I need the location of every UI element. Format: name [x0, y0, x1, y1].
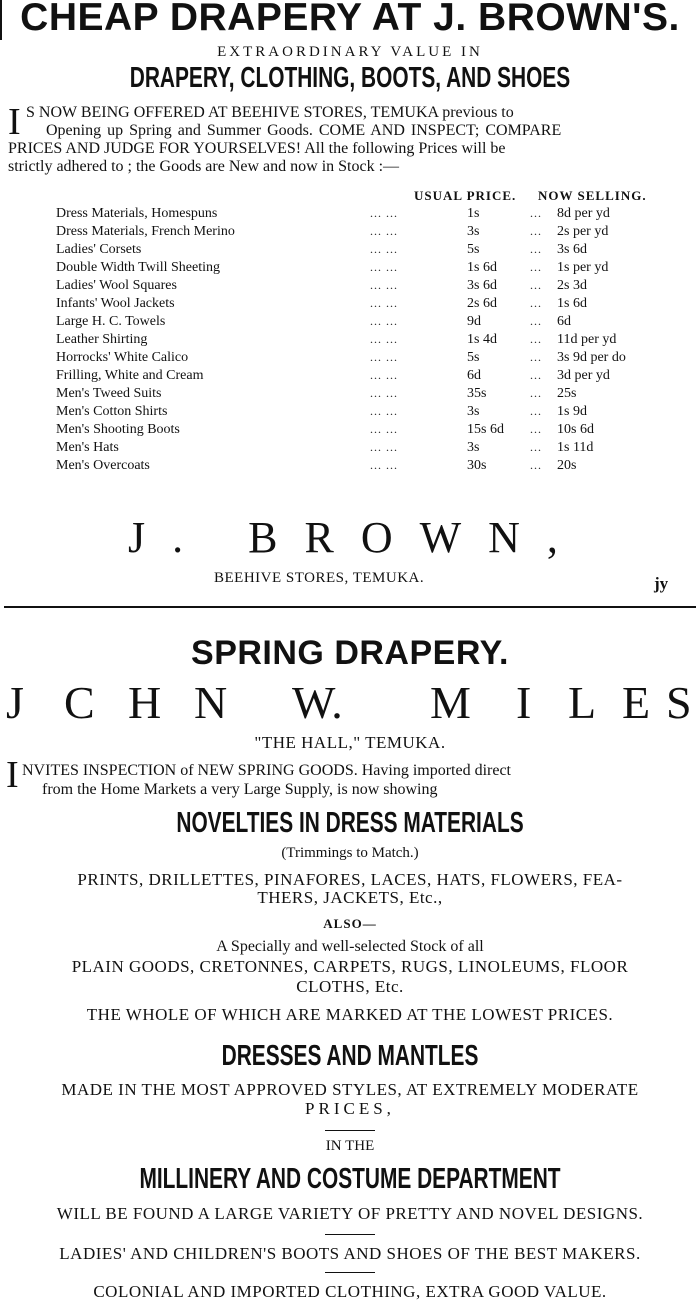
leader-dots: ...	[530, 368, 542, 382]
leader-dots: ...	[530, 224, 542, 238]
leader-dots: ...	[530, 206, 542, 220]
name-letter: L	[568, 677, 597, 728]
ad1-intro-line: Opening up Spring and Summer Goods. COME AND INSPECT; COMPARE	[46, 122, 562, 139]
ad1-intro-line: PRICES AND JUDGE FOR YOURSELVES! All the following Prices will be	[8, 140, 506, 157]
millinery-heading: MILLINERY AND COSTUME DEPARTMENT	[139, 1163, 561, 1195]
price-row	[0, 314, 700, 332]
leader-dots: ...	[530, 440, 542, 454]
dresses-heading: DRESSES AND MANTLES	[221, 1040, 479, 1072]
ad2-intro-dropcap: I	[6, 754, 19, 796]
price-item-name: Infants' Wool Jackets	[56, 296, 175, 311]
styles-line: MADE IN THE MOST APPROVED STYLES, AT EXTREMELY MODERATE	[61, 1080, 639, 1099]
name-letter: H	[128, 677, 162, 728]
price-item-name: Men's Hats	[56, 440, 119, 455]
now-selling-price: 20s	[557, 458, 577, 473]
leader-dots: ... ...	[370, 440, 398, 454]
usual-price: 35s	[467, 386, 487, 401]
short-rule	[325, 1234, 375, 1235]
ad1-intro-line: S NOW BEING OFFERED AT BEEHIVE STORES, TEMUKA previous to	[26, 104, 514, 121]
leader-dots: ...	[530, 278, 542, 292]
name-letter: W.	[292, 677, 343, 728]
now-selling-price: 1s 6d	[557, 296, 587, 311]
leader-dots: ...	[530, 332, 542, 346]
in-the-label: IN THE	[325, 1138, 375, 1154]
now-selling-price: 10s 6d	[557, 422, 594, 437]
now-selling-price: 1s per yd	[557, 260, 609, 275]
ad1-typesetter-mark: jy	[654, 574, 669, 593]
usual-price: 5s	[467, 350, 480, 365]
leader-dots: ...	[530, 260, 542, 274]
plain-goods-line: PLAIN GOODS, CRETONNES, CARPETS, RUGS, LINOLEUMS, FLOOR	[71, 957, 629, 976]
name-letter: N	[194, 677, 228, 728]
price-item-name: Horrocks' White Calico	[56, 350, 189, 365]
novelties-heading: NOVELTIES IN DRESS MATERIALS	[176, 807, 524, 839]
prints-line: THERS, JACKETS, Etc.,	[257, 888, 443, 907]
leader-dots: ... ...	[370, 422, 398, 436]
now-selling-price: 1s 11d	[557, 440, 594, 455]
usual-price: 9d	[467, 314, 481, 329]
leader-dots: ... ...	[370, 386, 398, 400]
price-row	[0, 386, 700, 404]
leader-dots: ...	[530, 386, 542, 400]
prints-line: PRINTS, DRILLETTES, PINAFORES, LACES, HATS, FLOWERS, FEA-	[77, 870, 623, 889]
price-item-name: Men's Shooting Boots	[56, 422, 180, 437]
ad1-intro-line: strictly adhered to ; the Goods are New and now in Stock :—	[8, 158, 400, 175]
usual-price: 3s	[467, 440, 480, 455]
price-item-name: Dress Materials, French Merino	[56, 224, 235, 239]
price-item-name: Large H. C. Towels	[56, 314, 166, 329]
leader-dots: ...	[530, 458, 542, 472]
leader-dots: ...	[530, 296, 542, 310]
ad2-address: "THE HALL," TEMUKA.	[254, 733, 446, 752]
price-item-name: Double Width Twill Sheeting	[56, 260, 220, 275]
price-row	[0, 404, 700, 422]
name-letter: I	[516, 677, 532, 728]
price-item-name: Ladies' Corsets	[56, 242, 142, 257]
usual-price: 15s 6d	[467, 422, 504, 437]
usual-price: 6d	[467, 368, 481, 383]
leader-dots: ... ...	[370, 242, 398, 256]
leader-dots: ... ...	[370, 314, 398, 328]
ad1-headline: CHEAP DRAPERY AT J. BROWN'S.	[20, 0, 680, 39]
now-selling-price: 2s per yd	[557, 224, 609, 239]
leader-dots: ...	[530, 404, 542, 418]
price-row	[0, 296, 700, 314]
usual-price: 3s 6d	[467, 278, 497, 293]
usual-price: 3s	[467, 224, 480, 239]
now-selling-column-header: NOW SELLING.	[538, 188, 647, 203]
now-selling-price: 6d	[557, 314, 571, 329]
price-row	[0, 224, 700, 242]
price-item-name: Ladies' Wool Squares	[56, 278, 177, 293]
price-item-name: Dress Materials, Homespuns	[56, 206, 218, 221]
price-row	[0, 350, 700, 368]
price-row	[0, 440, 700, 458]
special-stock-line: A Specially and well-selected Stock of all	[216, 938, 484, 955]
ad2-intro-line: from the Home Markets a very Large Supply, is now showing	[42, 781, 438, 798]
plain-goods-line: CLOTHS, Etc.	[296, 977, 404, 996]
boots-line: LADIES' AND CHILDREN'S BOOTS AND SHOES OF THE BEST MAKERS.	[59, 1244, 641, 1263]
leader-dots: ...	[530, 422, 542, 436]
ad1-signature-name: J. BROWN,	[128, 513, 585, 562]
price-item-name: Men's Overcoats	[56, 458, 150, 473]
name-letter: E	[622, 677, 651, 728]
leader-dots: ... ...	[370, 350, 398, 364]
trimmings-note: (Trimmings to Match.)	[281, 845, 419, 861]
ad1-banner: DRAPERY, CLOTHING, BOOTS, AND SHOES	[129, 62, 571, 94]
ad2-intro-line: NVITES INSPECTION of NEW SPRING GOODS. Having imported direct	[22, 762, 511, 779]
price-row	[0, 458, 700, 476]
usual-price-column-header: USUAL PRICE.	[414, 188, 517, 203]
price-row	[0, 332, 700, 350]
short-rule	[325, 1272, 375, 1273]
ad1-subheadline: EXTRAORDINARY VALUE IN	[217, 44, 483, 60]
leader-dots: ...	[530, 242, 542, 256]
ad1-intro-dropcap: I	[8, 101, 21, 143]
leader-dots: ...	[530, 314, 542, 328]
price-row	[0, 278, 700, 296]
name-letter: M	[430, 677, 471, 728]
now-selling-price: 3s 6d	[557, 242, 587, 257]
now-selling-price: 3d per yd	[557, 368, 610, 383]
name-letter: S	[666, 677, 692, 728]
also-label: ALSO—	[323, 916, 377, 931]
leader-dots: ... ...	[370, 368, 398, 382]
ad2-heading: SPRING DRAPERY.	[191, 634, 509, 672]
price-item-name: Men's Cotton Shirts	[56, 404, 168, 419]
price-row	[0, 368, 700, 386]
price-item-name: Men's Tweed Suits	[56, 386, 162, 401]
usual-price: 30s	[467, 458, 487, 473]
price-item-name: Leather Shirting	[56, 332, 148, 347]
usual-price: 3s	[467, 404, 480, 419]
leader-dots: ... ...	[370, 260, 398, 274]
name-letter: C	[64, 677, 95, 728]
leader-dots: ...	[530, 350, 542, 364]
usual-price: 1s 4d	[467, 332, 497, 347]
now-selling-price: 1s 9d	[557, 404, 587, 419]
price-row	[0, 206, 700, 224]
leader-dots: ... ...	[370, 224, 398, 238]
usual-price: 5s	[467, 242, 480, 257]
now-selling-price: 11d per yd	[557, 332, 617, 347]
now-selling-price: 8d per yd	[557, 206, 610, 221]
now-selling-price: 3s 9d per do	[557, 350, 626, 365]
now-selling-price: 25s	[557, 386, 577, 401]
advert-divider-rule	[4, 606, 696, 608]
clothing-line: COLONIAL AND IMPORTED CLOTHING, EXTRA GOOD VALUE.	[93, 1282, 607, 1301]
leader-dots: ... ...	[370, 458, 398, 472]
variety-line: WILL BE FOUND A LARGE VARIETY OF PRETTY AND NOVEL DESIGNS.	[56, 1204, 644, 1223]
now-selling-price: 2s 3d	[557, 278, 587, 293]
ad1-signature-address: BEEHIVE STORES, TEMUKA.	[214, 570, 425, 586]
leader-dots: ... ...	[370, 206, 398, 220]
leader-dots: ... ...	[370, 296, 398, 310]
name-letter: J	[6, 677, 24, 728]
styles-line: PRICES,	[305, 1099, 395, 1118]
price-row	[0, 260, 700, 278]
usual-price: 2s 6d	[467, 296, 497, 311]
leader-dots: ... ...	[370, 332, 398, 346]
usual-price: 1s 6d	[467, 260, 497, 275]
price-row	[0, 422, 700, 440]
price-row	[0, 242, 700, 260]
short-rule	[325, 1130, 375, 1131]
leader-dots: ... ...	[370, 278, 398, 292]
usual-price: 1s	[467, 206, 480, 221]
price-item-name: Frilling, White and Cream	[56, 368, 204, 383]
lowest-prices-line: THE WHOLE OF WHICH ARE MARKED AT THE LOWEST PRICES.	[86, 1005, 614, 1024]
leader-dots: ... ...	[370, 404, 398, 418]
